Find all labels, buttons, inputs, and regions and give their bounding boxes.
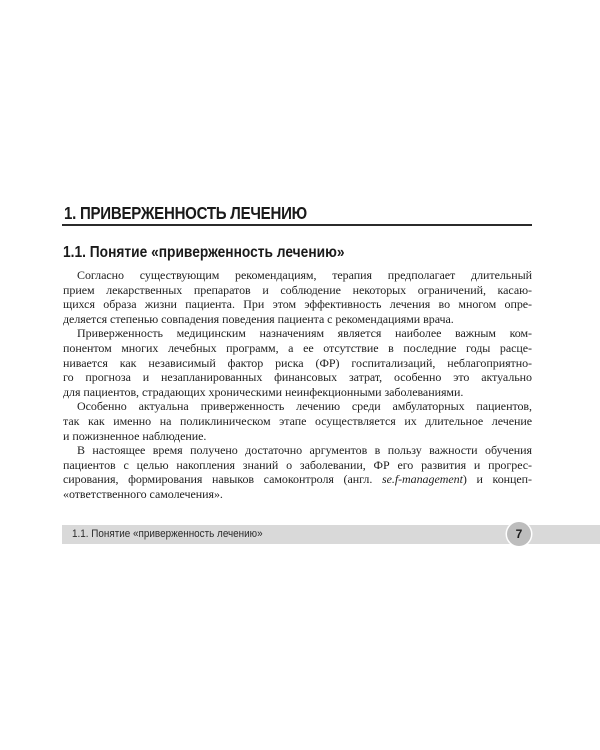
text-line: го прогноза и незапланированных финансовых затрат, особенно это актуально [63,370,532,385]
text-line: Особенно актуальна приверженность лечению среди амбулаторных пациентов, [77,399,532,414]
text-line: деляется степенью совпадения поведения пациента с рекомендациями врача. [63,311,454,326]
italic-term: se.f-management [381,472,463,487]
paragraph-1 [63,268,532,326]
text-line: прием лекарственных препаратов и соблюдение некоторых ограничений, касаю- [63,282,532,297]
text-line: понентом многих лечебных программ, а ее отсутствие в последние годы расце- [63,340,532,355]
text-line: для пациентов, страдающих хроническими неинфекционными заболеваниями. [63,384,464,399]
text-line: Приверженность медицинским назначениям является наиболее важным ком- [77,326,532,341]
page-number-badge: 7 [507,522,531,546]
chapter-title: 1. ПРИВЕРЖЕННОСТЬ ЛЕЧЕНИЮ [64,203,307,223]
text-line-with-italic [63,472,532,487]
paragraph-4 [63,443,532,501]
paragraph-3 [63,399,532,443]
text-line: Согласно существующим рекомендациям, терапия предполагает длительный [77,268,532,282]
text-fragment: ) и концеп- [462,472,532,487]
text-line: «ответственного самолечения». [63,486,223,501]
text-line: В настоящее время получено достаточно аргументов в пользу важности обучения [77,443,532,458]
text-line: и пожизненное наблюдение. [63,428,207,443]
text-line: пациентов с целью накопления знаний о заболевании, ФР его развития и прогрес- [63,457,532,472]
section-title: 1.1. Понятие «приверженность лечению» [63,244,345,261]
text-line: щихся образа жизни пациента. При этом эффективность лечения во многом опре- [63,297,532,312]
running-title: 1.1. Понятие «приверженность лечению» [72,528,263,540]
text-line: нивается как независимый фактор риска (ФР) госпитализаций, неблагоприятно- [63,355,532,370]
body-text [63,268,532,502]
text-line: так как именно на поликлиническом этапе осуществляется их длительное лечение [63,413,532,428]
chapter-underline [62,224,532,226]
text-fragment: сирования, формирования навыков самоконтроля (англ. [63,472,373,487]
paragraph-2 [63,326,532,399]
